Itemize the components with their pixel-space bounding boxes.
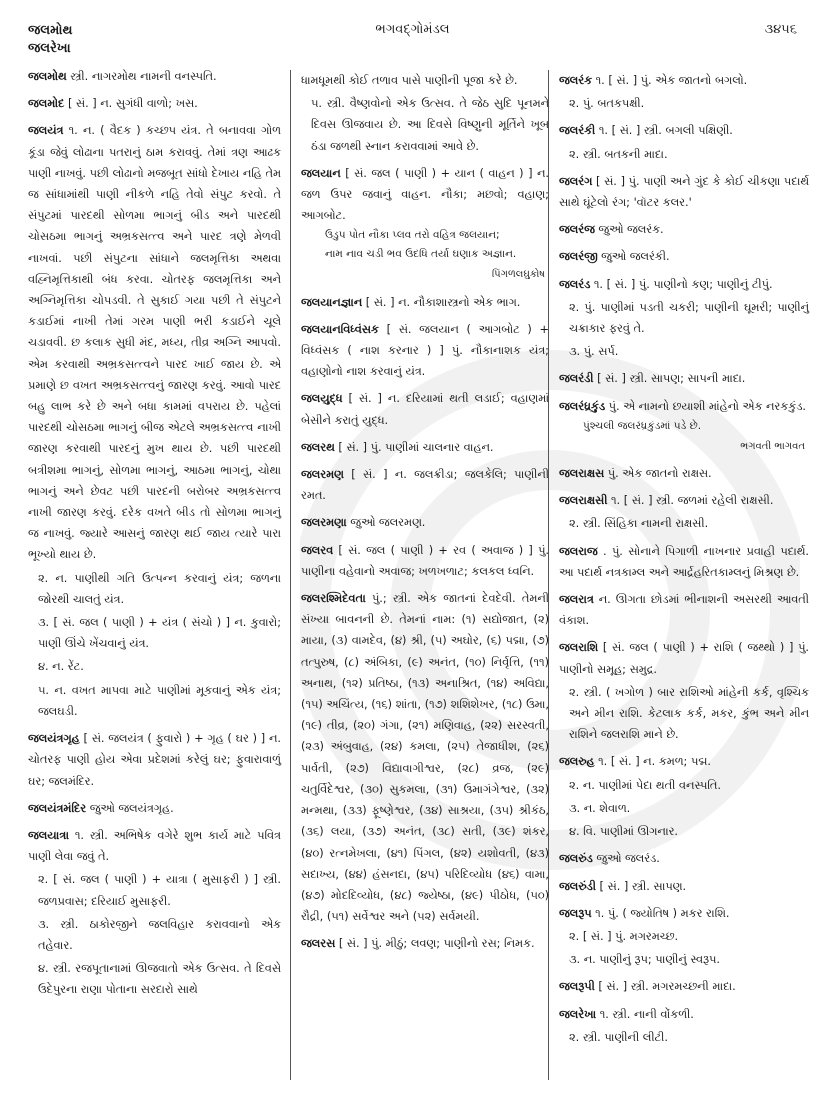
headword: જલમોથ [28, 70, 67, 83]
definition: [ સં. ] સ્ત્રી. સાપણ; સાપની માદા. [597, 372, 746, 386]
citation-source: પિંગળલઘુકોષ [491, 269, 545, 281]
dictionary-entry [559, 876, 809, 897]
definition: ૧. [ સં. ] પું. એક જાતનો બગલો. [595, 74, 748, 87]
sense-definition: ૫. ન. વખત માપવા માટે પાણીમાં મૂકવાનું એક યંત્ર; જલઘડી. [38, 683, 281, 718]
headword: જલરંડ [559, 277, 591, 291]
dictionary-entry [559, 976, 809, 997]
dictionary-entry [28, 66, 281, 87]
headword: જલરુંડી [559, 879, 596, 893]
dictionary-entry [559, 171, 809, 213]
running-head [28, 22, 797, 62]
definition: [ સં. જલયંત્ર ( ફુવારો ) + ગૃહ ( ઘર ) ] ન. ચોતરફ પાણી હોય એવા પ્રદેશમાં કરેલું ઘર; ફુવારાવાળું ઘર; જલમંદિર. [28, 732, 281, 788]
definition: [ સં. ] ન. સુગંધી વાળો; ખસ. [67, 97, 198, 111]
citation-line: નામ નાવ ચડી ભવ ઉદધિ તર્યા ઘણાક અજ્ઞાન. [325, 248, 517, 261]
sense-definition: ૩. [ સં. જલ ( પાણી ) + યંત્ર ( સંચો ) ] ન. કુવારો; પાણી ઊંચે ખેંચવાનું યંત્ર. [38, 616, 281, 651]
sense-definition: ૪. સ્ત્રી. રજપૂતાનામાં ઊજવાતો એક ઉત્સવ. તે દિવસે ઉદેપુરના રાણા પોતાના સરદારો સાથે [38, 962, 281, 997]
definition: [ સં. ] પું. મીઠું; લવણ; પાણીનો રસ; નિમક. [338, 937, 535, 951]
definition: પું. એ નામનો છયાશી માંહેનો એક નરકકુંડ. [608, 399, 807, 413]
dictionary-entry [559, 751, 809, 842]
dictionary-entry [559, 1004, 809, 1048]
definition: ૧. [ સં. ] સ્ત્રી. બગલી પક્ષિણી. [598, 124, 733, 138]
sense-definition: ૩. સ્ત્રી. ઠાકોરજીને જલવિહાર કરાવવાનો એક તહેવાર. [38, 917, 281, 952]
headword: જલરથ [301, 440, 335, 454]
dictionary-entry [559, 274, 809, 363]
headword: જલરમણ [301, 468, 344, 482]
dictionary-entry [301, 292, 549, 313]
dictionary-entry [28, 728, 281, 792]
citation-source: ભગવતી ભાગવત [740, 440, 805, 452]
dictionary-entry [301, 588, 549, 927]
headword: જલરેખા [559, 1007, 597, 1021]
definition: ૧. પું. ( જ્યોતિષ ) મકર રાશિ. [595, 906, 730, 920]
definition: . પું. સોનાને પિગાળી નાખનાર પ્રવાહી પદાર્થ. આ પદાર્થ નત્રકામ્લ અને આર્દ્રહરિતકામ્લનું મિશ્રણ છે. [559, 544, 809, 579]
headword: જલરંગ [559, 174, 593, 188]
dictionary-entry [559, 903, 809, 971]
headword: જલરસ [301, 937, 336, 951]
headword: જલરાશિ [559, 641, 599, 655]
dictionary-entry [559, 246, 809, 267]
sense-definition: ૨. સ્ત્રી. પાણીની લીટી. [569, 1030, 668, 1044]
dictionary-entry [559, 396, 809, 457]
definition: જુઓ જલયંત્રગૃહ. [89, 801, 174, 815]
dictionary-entry [28, 120, 281, 722]
sense-definition: ૨. ન. પાણીથી ગતિ ઉત્પન્ન કરવાનું યંત્ર; જળના જોરથી ચાલતું યંત્ર. [38, 571, 281, 606]
sense-definition: ૩. પું. સર્પ. [569, 345, 619, 359]
headword: જલરાક્ષસ [559, 467, 605, 481]
headword: જલરુંડ [559, 852, 593, 866]
citation-line: ઉડુપ પોત નૌકા પ્લવ તરો વહિત્ર જલયાન; [325, 229, 500, 242]
headword: જલયાત્રા [28, 828, 69, 842]
sense-definition: ૨. સ્ત્રી. બતકની માદા. [569, 147, 668, 161]
headword: જલરશ્મિદેવતા [301, 592, 366, 606]
dictionary-entry [301, 319, 549, 383]
dictionary-entry [301, 464, 549, 506]
dictionary-entry [559, 368, 809, 389]
dictionary-entry [559, 541, 809, 583]
headword: જલયુદ્ધ [301, 392, 343, 406]
definition: ન. ઊગતા છોડમાં ભીનાશની અસરથી આવતી વંકાશ. [559, 593, 809, 628]
definition: [ સં. ] સ્ત્રી. સાપણ. [599, 879, 687, 893]
definition: ૧. [ સં. ] પું. પાણીનો કણ; પાણીનું ટીપું. [593, 277, 773, 291]
headword: જલરંજ [559, 223, 595, 237]
headword: જલરુહ [559, 755, 595, 769]
column-2 [290, 70, 549, 1080]
first-guide-word: જલમોથ [28, 23, 73, 38]
sense-definition: ૨. સ્ત્રી. સિંહિકા નામની રાક્ષસી. [569, 517, 709, 531]
headword: જલરંક [559, 74, 593, 87]
definition: [ સં. જલ ( પાણી ) + યાન ( વાહન ) ] ન. જળ ઉપર જવાનું વાહન. નૌકા; મછવો; વહાણ; આગબોટ. [301, 166, 549, 223]
headword: જલયાનવિધ્વંસક [301, 322, 379, 336]
dictionary-entry [301, 163, 549, 286]
definition: ૧. [ સં. ] ન. કમળ; પદ્મ. [598, 755, 711, 769]
dictionary-entry [301, 933, 549, 954]
dictionary-entry [559, 463, 809, 484]
dictionary-entry [559, 490, 809, 534]
dictionary-entry [559, 589, 809, 631]
sense-definition: ૨. સ્ત્રી. ( ખગોળ ) બાર રાશિઓ માંહેની કર્ક, વૃશ્ચિક અને મીન રાશિ. કેટલાક કર્ક, મકર, કુંભ અને મીન રાશિને જલરાશિ માને છે. [569, 685, 809, 742]
definition: [ સં. ] પું. પાણીમાં ચાલનાર વાહન. [338, 440, 494, 454]
dictionary-entry [28, 825, 281, 1001]
dictionary-entry [301, 70, 549, 157]
definition: ૧. [ સં. ] સ્ત્રી. જળમાં રહેલી રાક્ષસી. [611, 494, 774, 508]
citation-line: પુંશ્ચલી જલરંધ્રકુંડમાં પડે છે. [583, 419, 702, 432]
sense-definition: ૨. પું. બતકપક્ષી. [569, 97, 645, 111]
headword: જલરાજ [559, 544, 598, 558]
definition: પું.; સ્ત્રી. એક જાતનાં દેવદેવી. તેમની સંખ્યા બાવનની છે. તેમનાં નામ: (૧) સદ્યોજાત, (૨) માયા, (૩) વામદેવ, (૪) શ્રી, (૫) અઘોર, (૬) પદ્મા, (૭) તત્પુરુષ, (૮) અંબિકા, (૯) અનંત, (૧૦) નિર્વૃત્તિ, (૧૧) અનાથ, (૧૨) પ્રતિષ્ઠા, (૧૩) અનાશ્રિત, (૧૪) અવિદ્યા, (૧૫) અચિંત્ય, (૧૬) શાંતા, (૧૭) શશિશેખર, (૧૮) ઉમા, (૧૯) તીવ્ર, (૨૦) ગંગા, (૨૧) મણિવાહ, (૨૨) સરસ્વતી, (૨૩) અંબુવાહ, (૨૪) કમલા, (૨૫) તેજાધીશ, (૨૬) પાર્વતી, (૨૭) વિદ્યાવાગીશ્વર, (૨૮) વ્રજ, (૨૯) ચતુર્વિદેશ્વર, (૩૦) સુકમલા, (૩૧) ઉમાગંગેશ્વર, (૩૨) મન્મથા, (૩૩) ફૂષ્ણેશ્વર, (૩૪) સાશ્રયા, (૩૫) શ્રીકંઠ, (૩૬) લયા, (૩૭) અનંત, (૩૮) સતી, (૩૯) શંકર, (૪૦) રત્નમેખલા, (૪૧) પિંગલ, (૪૨) યશોવતી, (૪૩) સદાખ્ય, (૪૪) હંસનદા, (૪૫) પરિદિવ્યોધ (૪૬) વામા, (૪૭) મોદદિવ્યોધ, (૪૮) જ્યેષ્ઠા, (૪૯) પીઠોધ, (૫૦) રૌદ્રી, (૫૧) સર્વેશ્વર અને (૫૨) સર્વમયી. [301, 592, 550, 924]
definition: જુઓ જલરંડ. [596, 852, 660, 866]
definition: [ સં. ] સ્ત્રી. મગરમચ્છની માદા. [598, 980, 736, 994]
definition: ૧. સ્ત્રી. અભિષેક વગેરે શુભ કાર્ય માટે પવિત્ર પાણી લેવા જવું તે. [28, 828, 281, 864]
dictionary-entry [301, 540, 549, 582]
headword: જલરમણા [301, 516, 347, 530]
headword: જલરૂપી [559, 980, 595, 994]
headword: જલરવ [301, 543, 334, 557]
headword: જલરંધ્રકુંડ [559, 399, 606, 413]
headword: જલરંડી [559, 372, 594, 386]
sense-definition: ૩. ન. શેવાળ. [569, 801, 631, 815]
dictionary-entry [559, 637, 809, 745]
definition: ધામધૂમથી કોઈ તળાવ પાસે પાણીની પૂજા કરે છે. [301, 74, 518, 87]
sense-definition: ૪. વિ. પાણીમાં ઊગનાર. [569, 825, 679, 839]
dictionary-entry [301, 388, 549, 430]
book-title: ભગવદ્ગોમંડલ [375, 22, 450, 37]
definition: ૧. ન. ( વૈદક ) કચ્છપ યંત્ર. તે બનાવવા ગોળ કૂંડા જેવું લોઢાના પતરાનું ઠામ કરાવવું. તેમાં ત્રણ આઢક પાણી નાખવું. પછી લોઢાનો મજબૂત સાંધો દેખાય નહિ તેમ જ સાંધામાંથી પાણી નીકળે નહિ તેવો સંપુટ કરવો. તે સંપુટમાં પારદથી સોળમા ભાગનું બીડ અને પારદથી ચોસઠમા ભાગનું અભ્રકસત્ત્વ અને પારદ ત્રણે મેળવી નાખવાં. પછી સંપુટના સાંધાને જલમૃત્તિકા અથવા વહ્નિમૃત્તિકાથી બંધ કરવા. ચોતરફ જલમૃત્તિકા અને અગ્નિમૃત્તિકા ચોપડવી. તે સુકાઈ ગયા પછી તે સંપુટને કડાઈમાં નાખી તેમાં ગરમ પાણી ભરી કડાઈને ચૂલે ચડાવવી. છ કલાક સુધી મંદ, મધ્ય, તીવ્ર અગ્નિ આપવો. એમ કરવાથી અભ્રકસત્ત્વને પારદ ખાઈ જાય છે. એ પ્રમાણે છ વખત અભ્રકસત્ત્વનું જારણ કરવું. આવો પારદ બહુ લાભ કરે છે અને બધા કામમાં વપરાય છે. પહેલાં પારદથી ચોસઠમા ભાગનું બીજ એટલે અભ્રકસત્ત્વ નાખી જારણ કરવાથી પારદનું મુખ થાય છે. પછી પારદથી બત્રીશમા ભાગનું, સોળમા ભાગનું, આઠમા ભાગનું, ચોથા ભાગનું અને છેવટ પછી પારદની બરોબર અભ્રકસત્ત્વ નાખી જારણ કરવું. દરેક વખતે બીડ તો સોળમા ભાગનું જ નાખવું. જ્યારે આસનું જારણ થઈ જાય ત્યારે પારા ભૂખ્યો થાય છે. [28, 124, 281, 562]
definition: જુઓ જલરંક. [598, 223, 664, 237]
headword: જલયંત્રમંદિર [28, 801, 87, 815]
definition: [ સં. ] ન. જલક્રીડા; જલકેલિ; પાણીની રમત. [301, 468, 549, 503]
sense-definition: ૨. [ સં. ] પું. મગરમચ્છ. [569, 929, 679, 943]
headword: જલરંકી [559, 124, 596, 138]
sense-definition: ૨. ન. પાણીમાં પેદા થતી વનસ્પતિ. [569, 778, 721, 792]
headword: જલરાક્ષસી [559, 494, 608, 508]
dictionary-entry [559, 120, 809, 164]
dictionary-entry [559, 848, 809, 869]
headword: જલયાનજ્ઞાન [301, 295, 363, 309]
headword: જલયંત્રગૃહ [28, 732, 80, 746]
definition: [ સં. ] ન. દરિયામાં થતી લડાઈ; વહાણમાં બેસીને કરાતું યુદ્ધ. [301, 392, 550, 427]
definition: [ સં. ] ન. નૌકાશાસ્ત્રનો એક ભાગ. [365, 295, 521, 309]
dictionary-entry [28, 93, 281, 114]
column-3 [548, 70, 809, 1080]
page-number: ૩૪૫૬ [764, 22, 797, 37]
headword: જલયંત્ર [28, 124, 64, 138]
headword: જલયાન [301, 166, 341, 180]
sense-definition: ૨. પું. પાણીમાં પડતી ચકરી; પાણીની ઘૂમરી; પાણીનું ચક્રાકાર ફરવું તે. [569, 300, 809, 336]
sense-definition: ૫. સ્ત્રી. વૈષ્ણવોનો એક ઉત્સવ. તે જેઠ સુદિ પૂનમને દિવસ ઊજવાય છે. આ દિવસે વિષ્ણુની મૂર્તિને ખૂબ ઠંડા જળથી સ્નાન કરાવવામાં આવે છે. [311, 97, 549, 153]
dictionary-entry [559, 70, 809, 114]
sense-definition: ૩. ન. પાણીનું રૂપ; પાણીનું સ્વરૂપ. [569, 953, 720, 967]
definition: [ સં. જલ ( પાણી ) + રાશિ ( જથ્થો ) ] પું. પાણીનો સમૂહ; સમુદ્ર. [559, 641, 809, 676]
headword: જલમોદ [28, 97, 65, 111]
headword: જલરૂપ [559, 906, 592, 920]
dictionary-entry [28, 798, 281, 819]
definition: પું. એક જાતનો રાક્ષસ. [607, 467, 712, 481]
definition: સ્ત્રી. નાગરમોથ નામની વનસ્પતિ. [70, 70, 217, 83]
definition: [ સં. જલયાન ( આગબોટ ) + વિધ્વંસક ( નાશ કરનાર ) ] પું. નૌકાનાશક યંત્ર; વહાણોનો નાશ કરવાનું યંત્ર. [301, 322, 549, 379]
definition: [ સં. ] પું. પાણી અને ગુંદ કે કોઈ ચીકણા પદાર્થ સાથે ઘૂંટેલો રંગ; 'વૉટર કલર.' [559, 174, 810, 210]
last-guide-word: જલરેખા [28, 41, 71, 56]
definition: [ સં. જલ ( પાણી ) + રવ ( અવાજ ) ] પું. પાણીના વહેવાનો અવાજ; ખળખળાટ; કલકલ ધ્વનિ. [301, 543, 549, 578]
sense-definition: ૨. [ સં. જલ ( પાણી ) + યાત્રા ( મુસાફરી ) ] સ્ત્રી. જળપ્રવાસ; દરિયાઈ મુસાફરી. [38, 873, 281, 908]
dictionary-entry [301, 512, 549, 533]
headword: જલરંજી [559, 250, 598, 264]
dictionary-entry [559, 219, 809, 240]
sense-definition: ૪. ન. રેંટ. [38, 660, 84, 674]
column-1 [28, 66, 281, 1007]
definition: જુઓ જલરંકી. [601, 250, 670, 264]
dictionary-entry [301, 437, 549, 458]
headword: જલરાત્ર [559, 593, 594, 607]
definition: ૧. સ્ત્રી. નાની વોંકળી. [599, 1007, 694, 1021]
definition: જુઓ જલરમણ. [350, 516, 426, 530]
